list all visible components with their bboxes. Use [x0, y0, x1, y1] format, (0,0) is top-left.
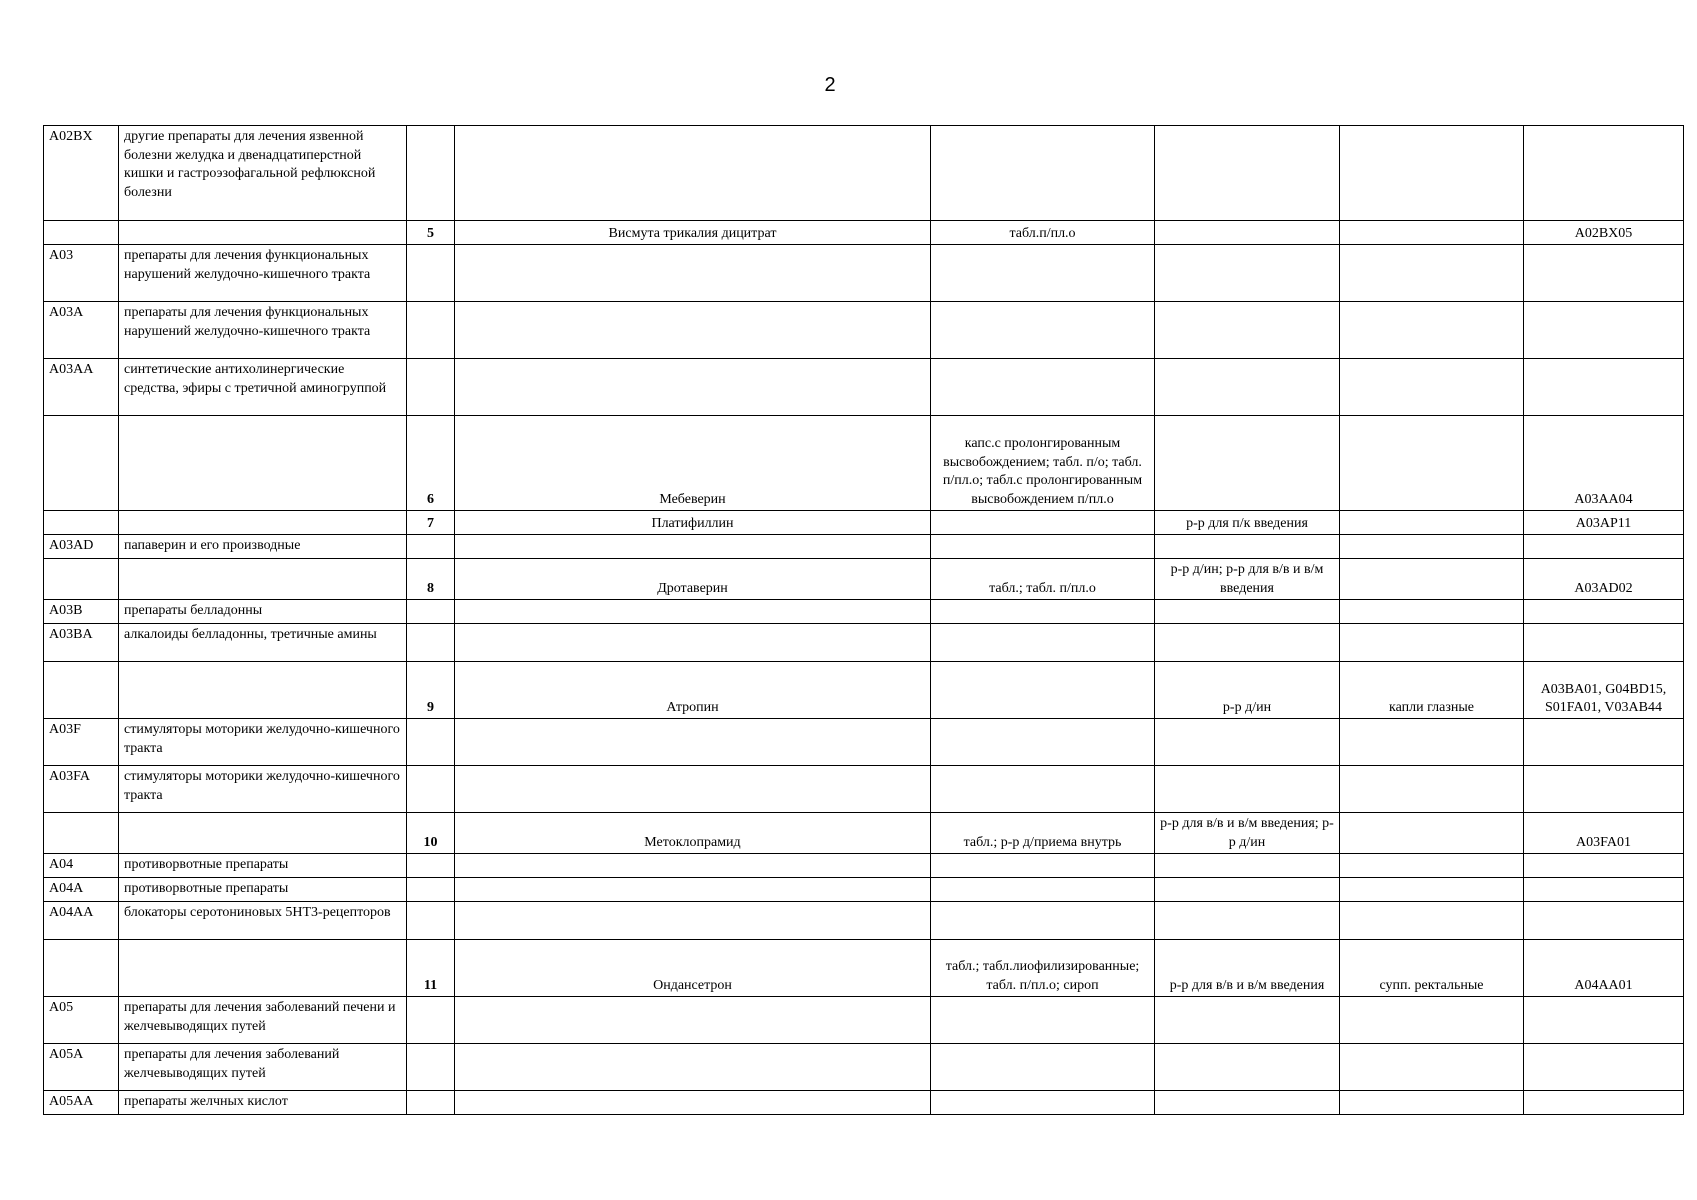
dosage-form-oral	[931, 302, 1155, 359]
atc-group-description	[119, 813, 407, 854]
atc-group-description: синтетические антихолинергические средства, эфиры с третичной аминогруппой	[119, 359, 407, 416]
dosage-form-oral: капс.с пролонгированным высвобождением; табл. п/о; табл. п/пл.о; табл.с пролонгированным высвобождением п/пл.о	[931, 416, 1155, 511]
table-row	[44, 624, 1684, 662]
table-row	[44, 535, 1684, 559]
atc-group-description: стимуляторы моторики желудочно-кишечного тракта	[119, 766, 407, 813]
drug-name	[455, 854, 931, 878]
atc-group-code: A02BX	[44, 126, 119, 221]
drug-name	[455, 719, 931, 766]
atc-group-description	[119, 559, 407, 600]
atc-group-description: препараты для лечения заболеваний желчевыводящих путей	[119, 1044, 407, 1091]
dosage-form-injection: р-р д/ин	[1155, 662, 1340, 719]
item-number: 5	[407, 221, 455, 245]
dosage-form-oral	[931, 126, 1155, 221]
item-number	[407, 624, 455, 662]
dosage-form-oral: табл.п/пл.о	[931, 221, 1155, 245]
item-number: 11	[407, 940, 455, 997]
atc-group-code: A03F	[44, 719, 119, 766]
dosage-form-other	[1340, 719, 1524, 766]
dosage-form-injection	[1155, 766, 1340, 813]
atc-group-code: A03AA	[44, 359, 119, 416]
atc-code	[1524, 359, 1684, 416]
dosage-form-oral	[931, 997, 1155, 1044]
item-number	[407, 245, 455, 302]
dosage-form-oral	[931, 511, 1155, 535]
atc-code	[1524, 600, 1684, 624]
dosage-form-other	[1340, 245, 1524, 302]
table-row	[44, 511, 1684, 535]
dosage-form-other	[1340, 1091, 1524, 1115]
atc-group-code: A05AA	[44, 1091, 119, 1115]
dosage-form-injection	[1155, 1091, 1340, 1115]
drug-name	[455, 1091, 931, 1115]
table-row	[44, 359, 1684, 416]
dosage-form-other	[1340, 624, 1524, 662]
dosage-form-other: капли глазные	[1340, 662, 1524, 719]
atc-group-description	[119, 221, 407, 245]
dosage-form-injection: р-р для в/в и в/м введения	[1155, 940, 1340, 997]
drug-name	[455, 126, 931, 221]
atc-group-code	[44, 662, 119, 719]
atc-group-code	[44, 221, 119, 245]
dosage-form-other	[1340, 1044, 1524, 1091]
atc-group-description: алкалоиды белладонны, третичные амины	[119, 624, 407, 662]
dosage-form-other	[1340, 559, 1524, 600]
dosage-form-oral	[931, 878, 1155, 902]
dosage-form-oral: табл.; р-р д/приема внутрь	[931, 813, 1155, 854]
drug-name	[455, 535, 931, 559]
dosage-form-other	[1340, 902, 1524, 940]
atc-group-code: A03A	[44, 302, 119, 359]
table-row	[44, 302, 1684, 359]
table-row	[44, 902, 1684, 940]
dosage-form-oral	[931, 245, 1155, 302]
dosage-form-other	[1340, 854, 1524, 878]
table-row	[44, 719, 1684, 766]
dosage-form-injection	[1155, 245, 1340, 302]
atc-code: A03AP11	[1524, 511, 1684, 535]
atc-code: A03FA01	[1524, 813, 1684, 854]
dosage-form-oral	[931, 854, 1155, 878]
atc-code	[1524, 854, 1684, 878]
drug-name	[455, 245, 931, 302]
item-number	[407, 997, 455, 1044]
atc-group-description	[119, 940, 407, 997]
item-number	[407, 854, 455, 878]
drug-name	[455, 878, 931, 902]
drug-name: Ондансетрон	[455, 940, 931, 997]
dosage-form-other	[1340, 766, 1524, 813]
atc-code	[1524, 302, 1684, 359]
dosage-form-oral	[931, 766, 1155, 813]
atc-code	[1524, 902, 1684, 940]
atc-code	[1524, 719, 1684, 766]
atc-group-code: A04AA	[44, 902, 119, 940]
atc-group-code: A03	[44, 245, 119, 302]
drug-name	[455, 302, 931, 359]
dosage-form-other	[1340, 535, 1524, 559]
dosage-form-injection	[1155, 997, 1340, 1044]
dosage-form-other	[1340, 359, 1524, 416]
atc-group-description: противорвотные препараты	[119, 878, 407, 902]
table-row	[44, 221, 1684, 245]
dosage-form-injection	[1155, 719, 1340, 766]
table-row	[44, 559, 1684, 600]
dosage-form-injection	[1155, 359, 1340, 416]
item-number: 8	[407, 559, 455, 600]
atc-group-description: папаверин и его производные	[119, 535, 407, 559]
dosage-form-injection	[1155, 416, 1340, 511]
dosage-form-injection	[1155, 624, 1340, 662]
drug-name: Висмута трикалия дицитрат	[455, 221, 931, 245]
atc-group-description: препараты белладонны	[119, 600, 407, 624]
atc-group-code: A03B	[44, 600, 119, 624]
atc-group-code: A03AD	[44, 535, 119, 559]
table-row	[44, 997, 1684, 1044]
atc-group-code: A04A	[44, 878, 119, 902]
drug-name: Метоклопрамид	[455, 813, 931, 854]
atc-group-code	[44, 813, 119, 854]
table-row	[44, 245, 1684, 302]
table-row	[44, 600, 1684, 624]
atc-group-description: препараты для лечения функциональных нарушений желудочно-кишечного тракта	[119, 302, 407, 359]
dosage-form-injection	[1155, 535, 1340, 559]
atc-group-code: A03FA	[44, 766, 119, 813]
dosage-form-oral	[931, 1091, 1155, 1115]
atc-code	[1524, 766, 1684, 813]
atc-group-code: A03BA	[44, 624, 119, 662]
dosage-form-oral	[931, 662, 1155, 719]
dosage-form-injection	[1155, 854, 1340, 878]
dosage-form-oral	[931, 719, 1155, 766]
dosage-form-other	[1340, 600, 1524, 624]
atc-group-code: A05	[44, 997, 119, 1044]
item-number	[407, 535, 455, 559]
page-number: 2	[824, 74, 836, 96]
atc-code	[1524, 535, 1684, 559]
dosage-form-injection: р-р д/ин; р-р для в/в и в/м введения	[1155, 559, 1340, 600]
dosage-form-oral	[931, 1044, 1155, 1091]
dosage-form-oral	[931, 535, 1155, 559]
table-row	[44, 416, 1684, 511]
atc-group-description: блокаторы серотониновых 5НТ3-рецепторов	[119, 902, 407, 940]
dosage-form-other	[1340, 221, 1524, 245]
drug-name	[455, 359, 931, 416]
table-row	[44, 766, 1684, 813]
dosage-form-injection	[1155, 1044, 1340, 1091]
atc-code	[1524, 878, 1684, 902]
atc-code	[1524, 245, 1684, 302]
drug-name: Платифиллин	[455, 511, 931, 535]
atc-group-code: A04	[44, 854, 119, 878]
dosage-form-oral: табл.; табл. п/пл.о	[931, 559, 1155, 600]
item-number	[407, 1044, 455, 1091]
item-number	[407, 302, 455, 359]
item-number	[407, 1091, 455, 1115]
table-row	[44, 662, 1684, 719]
drug-name	[455, 997, 931, 1044]
drug-name: Дротаверин	[455, 559, 931, 600]
dosage-form-injection	[1155, 600, 1340, 624]
table-row	[44, 813, 1684, 854]
dosage-form-injection	[1155, 902, 1340, 940]
dosage-form-injection: р-р для в/в и в/м введения; р-р д/ин	[1155, 813, 1340, 854]
atc-group-description: препараты для лечения заболеваний печени и желчевыводящих путей	[119, 997, 407, 1044]
item-number: 6	[407, 416, 455, 511]
item-number: 10	[407, 813, 455, 854]
table-row	[44, 1091, 1684, 1115]
atc-group-description	[119, 662, 407, 719]
table-row	[44, 878, 1684, 902]
atc-code: A02BX05	[1524, 221, 1684, 245]
item-number	[407, 126, 455, 221]
atc-code: A03AA04	[1524, 416, 1684, 511]
atc-group-description: стимуляторы моторики желудочно-кишечного тракта	[119, 719, 407, 766]
atc-group-description	[119, 416, 407, 511]
table-row	[44, 126, 1684, 221]
dosage-form-other	[1340, 813, 1524, 854]
atc-group-description: препараты для лечения функциональных нарушений желудочно-кишечного тракта	[119, 245, 407, 302]
drug-table	[43, 125, 1684, 1115]
atc-group-code	[44, 940, 119, 997]
atc-group-description	[119, 511, 407, 535]
dosage-form-injection	[1155, 302, 1340, 359]
drug-name	[455, 600, 931, 624]
dosage-form-oral	[931, 624, 1155, 662]
atc-code	[1524, 1044, 1684, 1091]
dosage-form-injection	[1155, 126, 1340, 221]
drug-name	[455, 624, 931, 662]
dosage-form-other	[1340, 878, 1524, 902]
dosage-form-other	[1340, 126, 1524, 221]
drug-table-body	[44, 126, 1684, 1115]
dosage-form-oral: табл.; табл.лиофилизированные; табл. п/пл.о; сироп	[931, 940, 1155, 997]
atc-group-description: препараты желчных кислот	[119, 1091, 407, 1115]
dosage-form-oral	[931, 600, 1155, 624]
item-number	[407, 719, 455, 766]
atc-group-code	[44, 511, 119, 535]
dosage-form-injection: р-р для п/к введения	[1155, 511, 1340, 535]
dosage-form-other: супп. ректальные	[1340, 940, 1524, 997]
dosage-form-oral	[931, 902, 1155, 940]
atc-code	[1524, 997, 1684, 1044]
item-number	[407, 878, 455, 902]
dosage-form-injection	[1155, 878, 1340, 902]
drug-name	[455, 766, 931, 813]
item-number: 9	[407, 662, 455, 719]
drug-name	[455, 902, 931, 940]
item-number	[407, 359, 455, 416]
table-row	[44, 1044, 1684, 1091]
dosage-form-other	[1340, 511, 1524, 535]
atc-group-code	[44, 559, 119, 600]
atc-code	[1524, 126, 1684, 221]
item-number	[407, 600, 455, 624]
item-number	[407, 902, 455, 940]
item-number	[407, 766, 455, 813]
dosage-form-injection	[1155, 221, 1340, 245]
drug-name: Атропин	[455, 662, 931, 719]
drug-name	[455, 1044, 931, 1091]
atc-code: A04AA01	[1524, 940, 1684, 997]
dosage-form-other	[1340, 302, 1524, 359]
dosage-form-other	[1340, 997, 1524, 1044]
drug-name: Мебеверин	[455, 416, 931, 511]
dosage-form-oral	[931, 359, 1155, 416]
atc-code	[1524, 624, 1684, 662]
atc-group-description: противорвотные препараты	[119, 854, 407, 878]
atc-group-code	[44, 416, 119, 511]
atc-group-code: A05A	[44, 1044, 119, 1091]
item-number: 7	[407, 511, 455, 535]
atc-code: A03BA01, G04BD15, S01FA01, V03AB44	[1524, 662, 1684, 719]
atc-code: A03AD02	[1524, 559, 1684, 600]
table-row	[44, 854, 1684, 878]
atc-code	[1524, 1091, 1684, 1115]
table-row	[44, 940, 1684, 997]
atc-group-description: другие препараты для лечения язвенной болезни желудка и двенадцатиперстной кишки и гастроэзофагальной рефлюксной болезни	[119, 126, 407, 221]
dosage-form-other	[1340, 416, 1524, 511]
